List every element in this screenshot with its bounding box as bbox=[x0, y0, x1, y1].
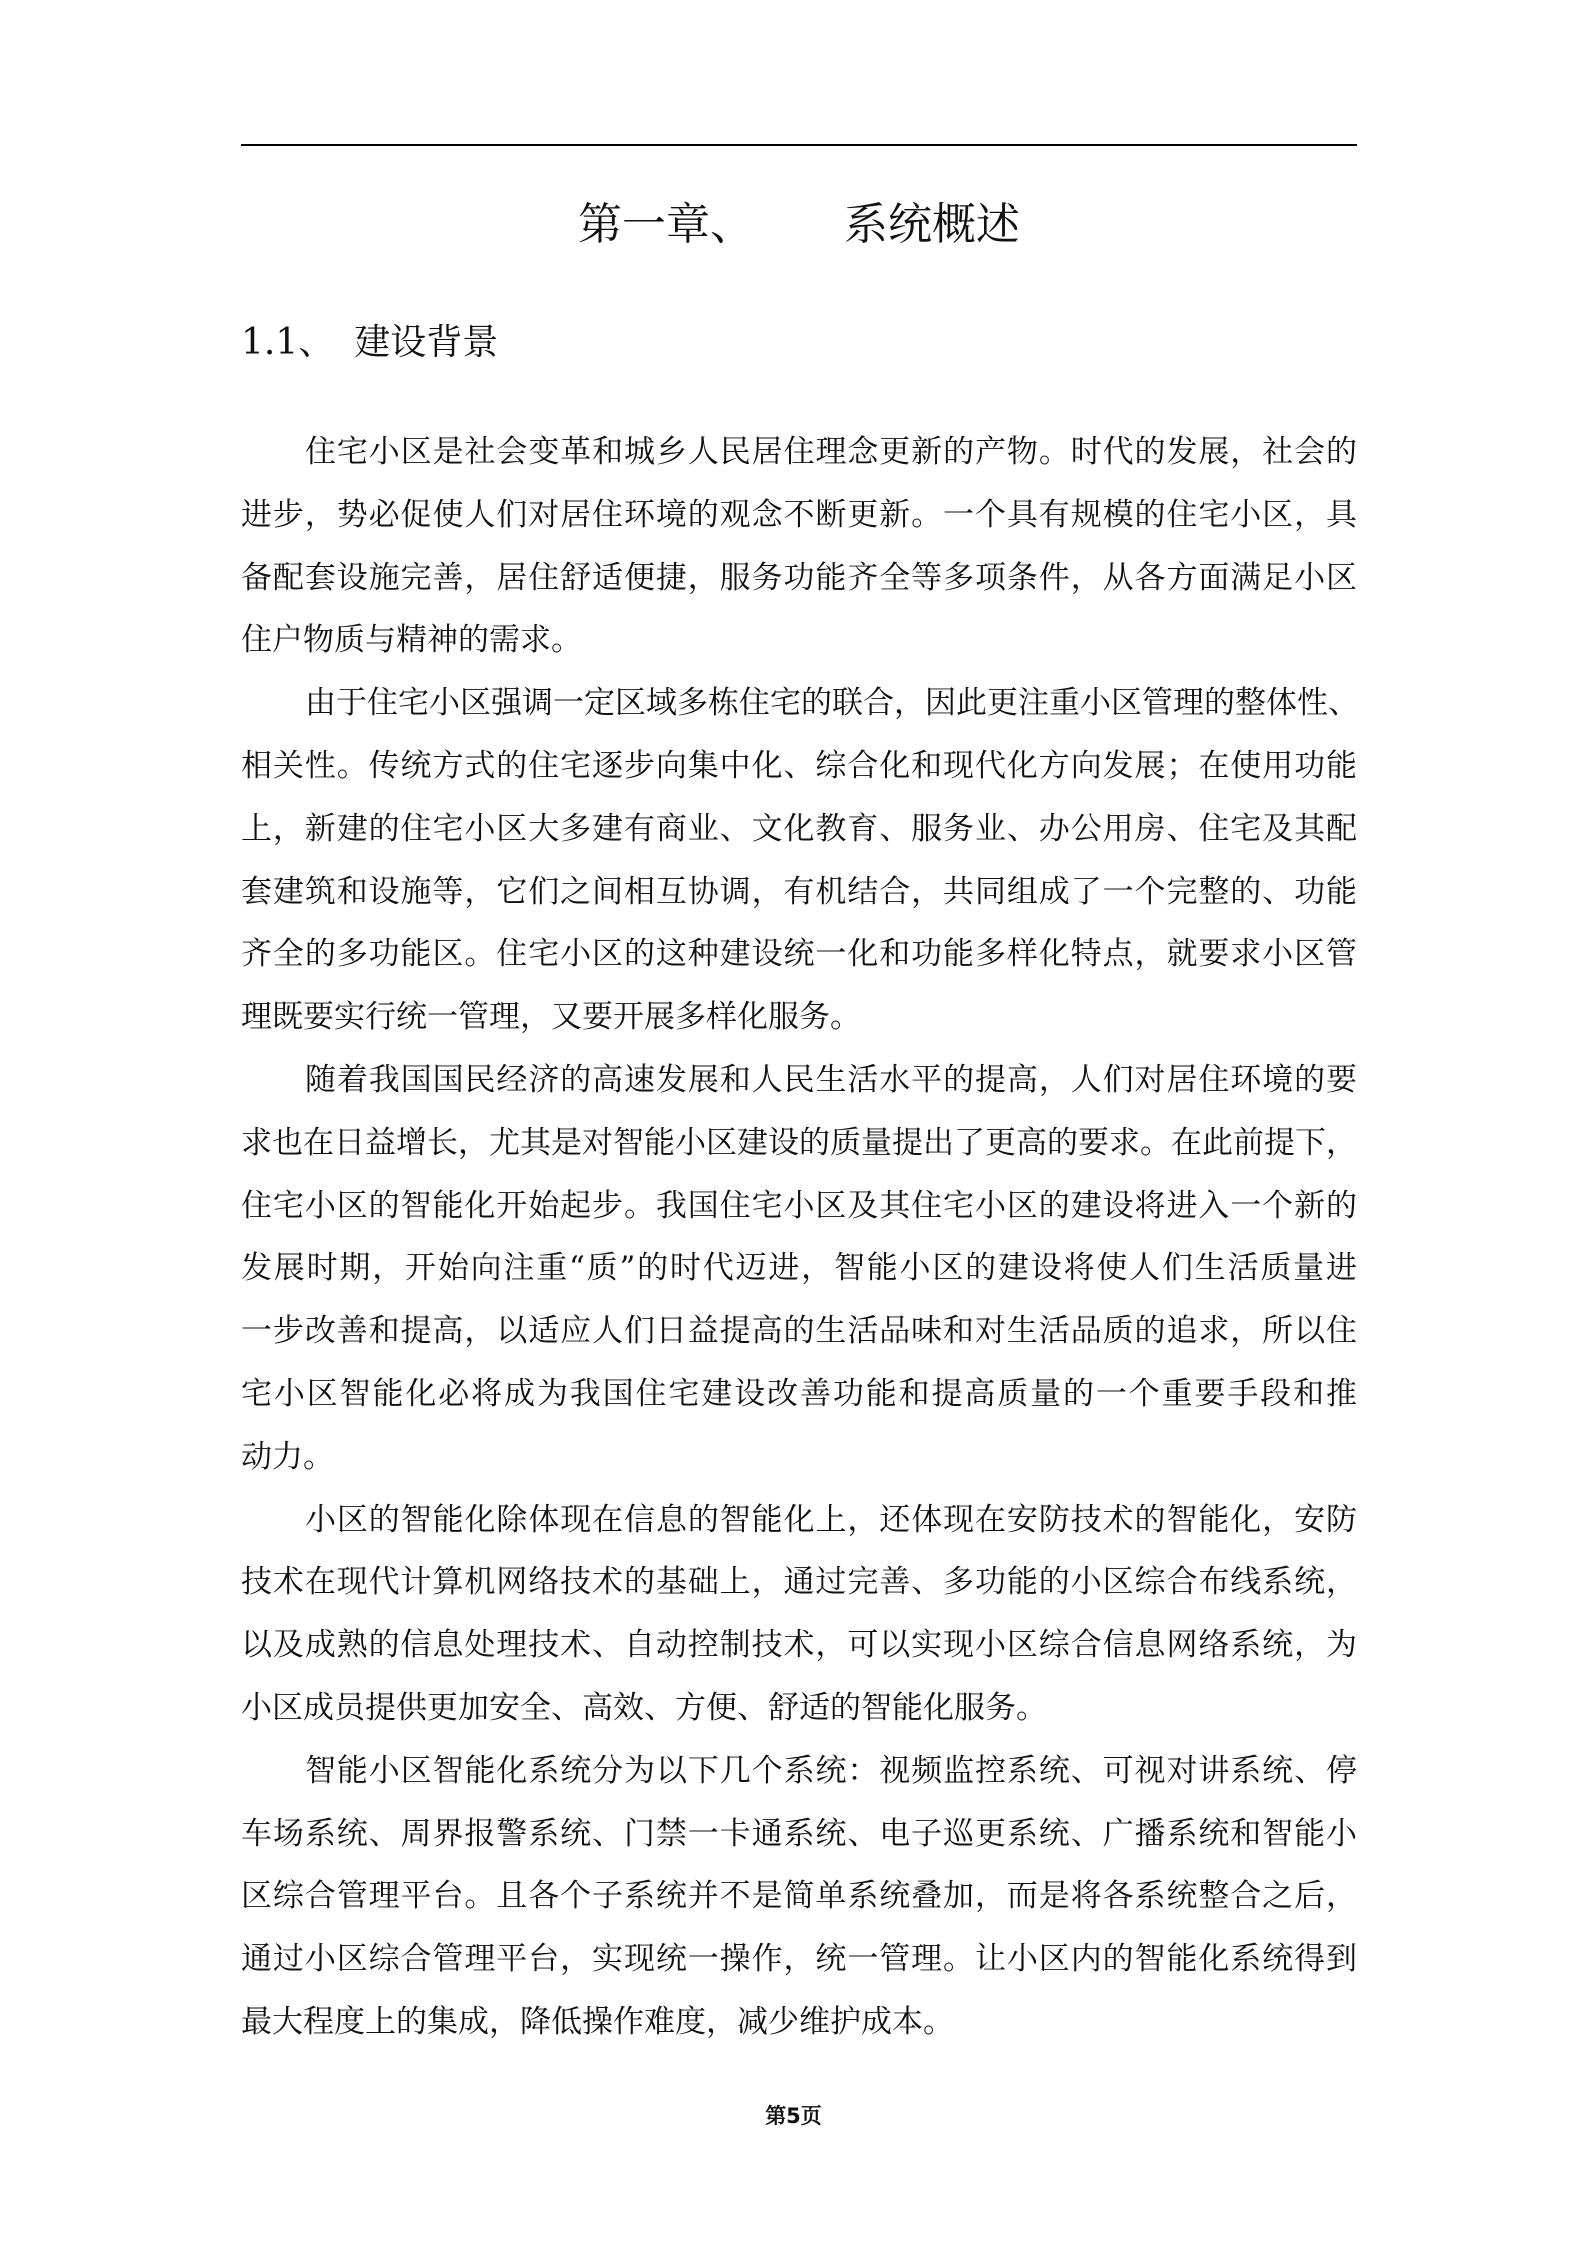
chapter-name: 系统概述 bbox=[844, 199, 1020, 250]
paragraph-line: 车场系统、周界报警系统、门禁一卡通系统、电子巡更系统、广播系统和智能小 bbox=[241, 1815, 1357, 1852]
page-number: 第5页 bbox=[765, 2104, 822, 2128]
paragraph bbox=[241, 1489, 1357, 1740]
paragraph-line: 动力。 bbox=[241, 1438, 334, 1475]
header-rule bbox=[241, 144, 1357, 146]
paragraph-line: 宅小区智能化必将成为我国住宅建设改善功能和提高质量的一个重要手段和推 bbox=[241, 1375, 1357, 1412]
paragraph-line: 以及成熟的信息处理技术、自动控制技术，可以实现小区综合信息网络系统，为 bbox=[241, 1627, 1357, 1664]
section-heading bbox=[241, 318, 498, 368]
paragraph-line: 随着我国国民经济的高速发展和人民生活水平的提高，人们对居住环境的要 bbox=[305, 1061, 1357, 1098]
paragraph-line: 求也在日益增长，尤其是对智能小区建设的质量提出了更高的要求。在此前提下， bbox=[241, 1124, 1357, 1161]
paragraph-line: 技术在现代计算机网络技术的基础上，通过完善、多功能的小区综合布线系统， bbox=[241, 1564, 1357, 1601]
paragraph-line: 最大程度上的集成，降低操作难度，减少维护成本。 bbox=[241, 2003, 954, 2040]
paragraph-line: 齐全的多功能区。住宅小区的这种建设统一化和功能多样化特点，就要求小区管 bbox=[241, 936, 1357, 973]
paragraph-line: 相关性。传统方式的住宅逐步向集中化、综合化和现代化方向发展；在使用功能 bbox=[241, 747, 1357, 784]
paragraph-line: 区综合管理平台。且各个子系统并不是简单系统叠加，而是将各系统整合之后， bbox=[241, 1878, 1357, 1915]
body-text bbox=[241, 421, 1357, 2054]
paragraph-line: 进步，势必促使人们对居住环境的观念不断更新。一个具有规模的住宅小区，具 bbox=[241, 496, 1357, 533]
paragraph-line: 住宅小区的智能化开始起步。我国住宅小区及其住宅小区的建设将进入一个新的 bbox=[241, 1187, 1357, 1224]
paragraph-line: 小区成员提供更加安全、高效、方便、舒适的智能化服务。 bbox=[241, 1689, 1047, 1726]
paragraph-line: 备配套设施完善，居住舒适便捷，服务功能齐全等多项条件，从各方面满足小区 bbox=[241, 559, 1357, 596]
paragraph-line: 一步改善和提高，以适应人们日益提高的生活品味和对生活品质的追求，所以住 bbox=[241, 1313, 1357, 1350]
paragraph-line: 住宅小区是社会变革和城乡人民居住理念更新的产物。时代的发展，社会的 bbox=[305, 434, 1357, 470]
paragraph bbox=[241, 672, 1357, 1049]
paragraph-line: 由于住宅小区强调一定区域多栋住宅的联合，因此更注重小区管理的整体性、 bbox=[305, 685, 1359, 722]
chapter-title bbox=[241, 195, 1357, 255]
paragraph-line: 上，新建的住宅小区大多建有商业、文化教育、服务业、办公用房、住宅及其配 bbox=[241, 810, 1357, 847]
paragraph-line: 住户物质与精神的需求。 bbox=[241, 622, 582, 659]
paragraph-line: 发展时期，开始向注重“质”的时代迈进，智能小区的建设将使人们生活质量进 bbox=[241, 1250, 1357, 1287]
paragraph-line: 套建筑和设施等，它们之间相互协调，有机结合，共同组成了一个完整的、功能 bbox=[241, 873, 1357, 910]
chapter-number: 第一章、 bbox=[578, 199, 754, 250]
paragraph bbox=[241, 1740, 1357, 2054]
paragraph-line: 理既要实行统一管理，又要开展多样化服务。 bbox=[241, 999, 861, 1036]
paragraph-line: 小区的智能化除体现在信息的智能化上，还体现在安防技术的智能化，安防 bbox=[305, 1501, 1357, 1538]
section-number: 1.1、 bbox=[241, 322, 335, 363]
paragraph-line: 智能小区智能化系统分为以下几个系统：视频监控系统、可视对讲系统、停 bbox=[305, 1752, 1357, 1789]
paragraph bbox=[241, 1049, 1357, 1489]
paragraph-line: 通过小区综合管理平台，实现统一操作，统一管理。让小区内的智能化系统得到 bbox=[241, 1941, 1357, 1978]
paragraph bbox=[241, 421, 1357, 672]
section-name: 建设背景 bbox=[354, 322, 499, 363]
